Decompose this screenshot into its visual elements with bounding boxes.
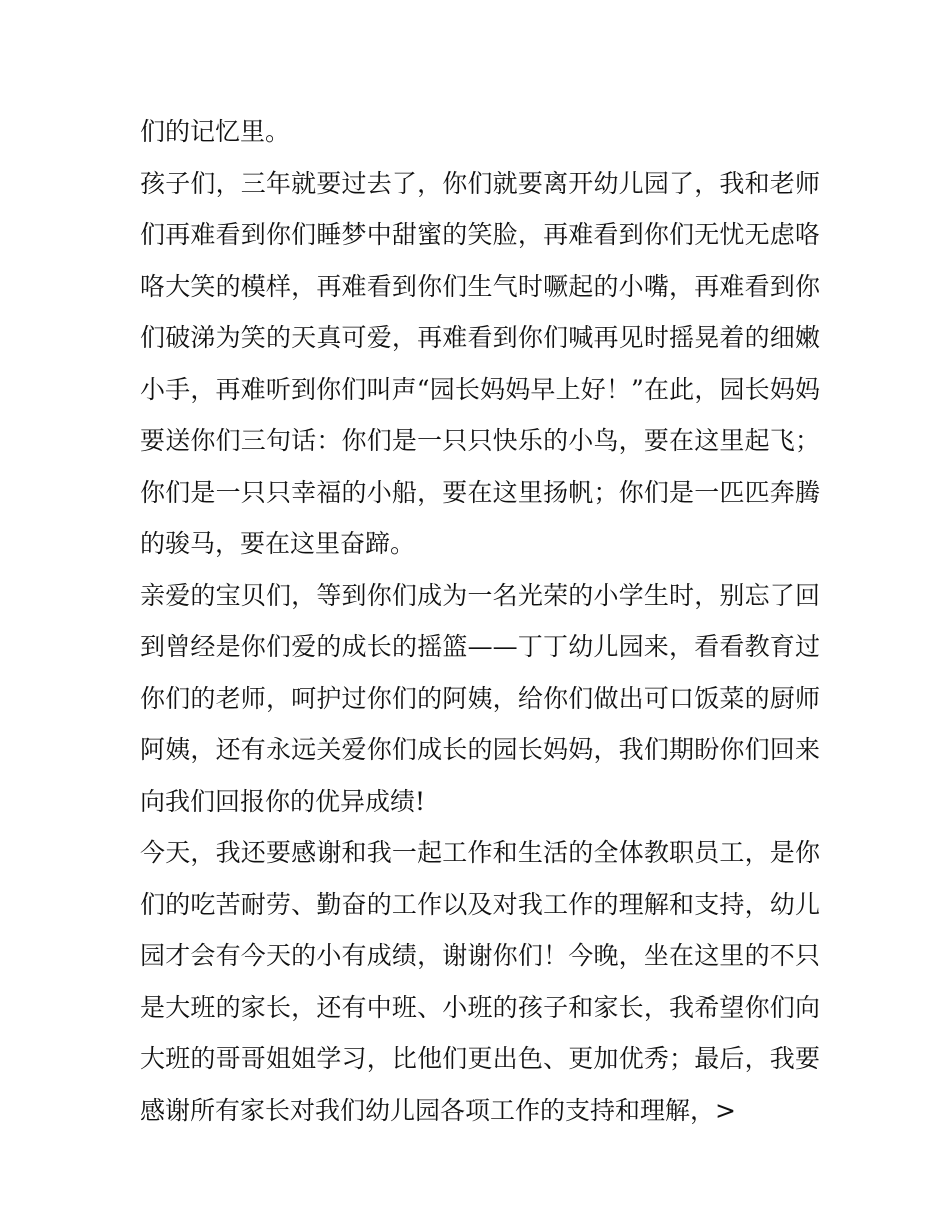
paragraph-2: 孩子们，三年就要过去了，你们就要离开幼儿园了，我和老师们再难看到你们睡梦中甜蜜的笑脸，再难看到你们无忧无虑咯咯大笑的模样，再难看到你们生气时噘起的小嘴，再难看到你们破涕为笑的天真可爱，再难看到你们喊再见时摇晃着的细嫩小手，再难听到你们叫声“园长妈妈早上好！”在此，园长妈妈要送你们三句话：你们是一只只快乐的小鸟，要在这里起飞；你们是一只只幸福的小船，要在这里扬帆；你们是一匹匹奔腾的骏马，要在这里奋蹄。 xyxy=(140,168,820,558)
paragraph-4: 今天，我还要感谢和我一起工作和生活的全体教职员工，是你们的吃苦耐劳、勤奋的工作以及对我工作的理解和支持，幼儿园才会有今天的小有成绩，谢谢你们！今晚，坐在这里的不只是大班的家长，还有中班、小班的孩子和家长，我希望你们向大班的哥哥姐姐学习，比他们更出色、更加优秀；最后，我要感谢所有家长对我们幼儿园各项工作的支持和理解，> xyxy=(140,838,820,1125)
paragraph-3: 亲爱的宝贝们，等到你们成为一名光荣的小学生时，别忘了回到曾经是你们爱的成长的摇篮——丁丁幼儿园来，看看教育过你们的老师，呵护过你们的阿姨，给你们做出可口饭菜的厨师阿姨，还有永远关爱你们成长的园长妈妈，我们期盼你们回来向我们回报你的优异成绩! xyxy=(140,580,820,816)
paragraph-1: 们的记忆里。 xyxy=(140,117,291,146)
document-body xyxy=(140,106,820,1136)
